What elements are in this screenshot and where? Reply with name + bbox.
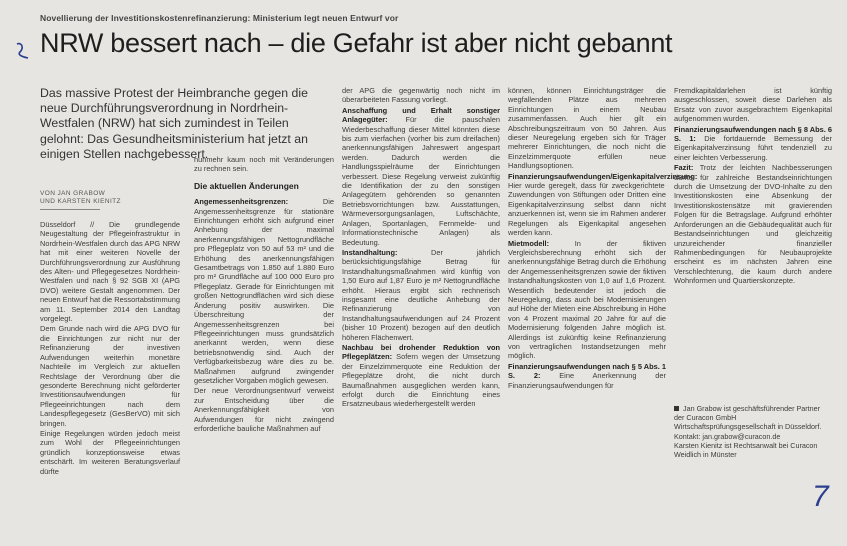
paragraph: Einige Regelungen würden jedoch meist zum Wohl der Pflegeeinrichtungen gründlich konzeptionsweise etwas entschärft. Im weiteren Beratungsverlauf dürfte: [40, 428, 180, 476]
author-line-2: UND KARSTEN KIENITZ: [40, 198, 121, 205]
paragraph-label: Nachbau bei drohender Reduktion von Pflegeplätzen:: [342, 342, 500, 362]
paragraph-label: Finanzierungsaufwendungen nach § 5 Abs. 1 S. 2:: [508, 361, 666, 381]
paragraph: Dem Grunde nach wird die APG DVO für die Einrichtungen zur nicht nur der Refinanzierung der investiven Aufwendungen weiterhin monetäre Nachteile im Vergleich zur aktuellen Rechtslage der Verordnung über die gesonderte Berechnung nicht geförderter Investitionsaufwendungen für Pflegeeinrichtungen nach dem Landespflegegesetz (GesBerVO) mit sich bringen.: [40, 324, 180, 428]
author-byline: [40, 190, 180, 210]
paragraph-text: Der jährlich berücksichtigungsfähige Betrag für Instandhaltungsmaßnahmen wird künftig von 1,50 Euro auf 1,87 Euro je m² Nettogrundfläche erhöht. Hieraus ergibt sich rechnerisch insgesamt eine deutliche Anhebung der Refinanzierung von Instandhaltungsaufwendungen auf 24 Prozent (bisher 10 Prozent) bezogen auf den deutlich höheren Flächenwert.: [342, 247, 500, 342]
paragraph: der APG die gegenwärtig noch nicht im überarbeiteten Fassung vorliegt.: [342, 86, 500, 105]
paragraph-text: Trotz der leichten Nachbesserungen dürfte für zahlreiche Bestandseinrichtungen durch die Umsetzung der DVO-Inhalte zu den Investitionskosten eine Absenkung der Investitionskostensätze mit gravierenden Folgen für die Betragslage. Aufgrund erhöhter Anforderungen an die Gebäudequalität auch für Bestandseinrichtungen und gleichzeitig unzureichender finanzieller Rahmenbedingungen für Neubauprojekte erscheint es im nächsten Jahren eine Verschlechterung, die kaum durch andere Wohnformen und Quartierskonzepte.: [674, 163, 832, 286]
paragraph-label: Finanzierungsaufwendungen/Eigenkapitalverzinsung:: [508, 171, 698, 181]
article-column-2: [194, 155, 334, 540]
paragraph-text: Die Angemessenheitsgrenze für stationäre Einrichtungen erhöht sich aufgrund einer Anhebung der maximal anerkennungsfähigen Nettogrundfläche pro Pflegeplatz von 50 auf 53 m² und die Erhöhung des anerkennungsfähigen Gesamtbetrags von 1.850 auf 1.880 Euro pro m² Grundfläche auf 100 000 Euro pro Pflegeplatz. Gerade für Einrichtungen mit großen Nettogrundflächen wird sich diese Änderung positiv auswirken. Die Überschreitung der Angemessenheitsgrenzen bei Pflegeeinrichtungen muss grundsätzlich anerkannt werden, wenn diese betriebsnotwendig sind. Auch der Verfügbarkeitsbezug wäre dies zu be. Maßnahmen aufgrund zwingender gesetzlicher Vorgaben möglich gewesen.: [194, 197, 334, 385]
bio-entry: [674, 404, 832, 432]
paragraph: können, können Einrichtungsträger die wegfallenden Plätze aus mehreren Einrichtungen in einem Neubau zusammenfassen. Auch hier gilt ein Abschreibungszeitraum von 50 Jahren. Aus dieser Neuregelung ergeben sich für Träger mehrerer Einrichtungen, die noch nicht die Einzelzimmerquote erfüllen neue Handlungsoptionen.: [508, 86, 666, 171]
article-column-5: [674, 86, 832, 396]
handwritten-mark-icon: [14, 40, 34, 60]
subheading: Die aktuellen Änderungen: [194, 180, 299, 191]
paragraph: Düsseldorf // Die grundlegende Neugestaltung der Pflegeinfrastruktur in Nordrhein-Westfalen durch das APG NRW hat mit einer weiteren Novelle der Durchführungsverordnung zur Ausführung des Alten- und Pflegegesetzes Nordrhein-Westfalen und nach § 92 SGB XI (APG DVO) weitere Gestalt angenommen. Der neuen Entwurf hat die Ressortabstimmung am 11. September 2014 den Landtag vorgelegt.: [40, 220, 180, 324]
paragraph: [342, 343, 500, 409]
paragraph-label: Instandhaltung:: [342, 247, 398, 257]
paragraph: nunmehr kaum noch mit Veränderungen zu rechnen sein.: [194, 155, 334, 174]
paragraph: [508, 362, 666, 390]
bio-text: Karsten Kienitz ist Rechtsanwalt bei Curacon Weidlich in Münster: [674, 440, 818, 460]
paragraph: [674, 125, 832, 163]
paragraph: [508, 239, 666, 361]
paragraph-label: Mietmodell:: [508, 238, 550, 248]
paragraph-label: Finanzierungsaufwendungen nach § 8 Abs. 6 S. 1:: [674, 124, 832, 144]
kicker: Novellierung der Investitionskostenrefinanzierung: Ministerium legt neuen Entwurf vor: [40, 13, 399, 23]
paragraph: Der neue Verordnungsentwurf verweist zur Entscheidung über die Anerkennungsfähigkeit von Aufwendungen für nicht zwingend erforderliche bauliche Maßnahmen auf: [194, 386, 334, 433]
lead-paragraph: Das massive Protest der Heimbranche gegen die neue Durchführungsverordnung in Nordrhein-Westfalen (NRW) hat sich zumindest in Teilen gelohnt: Das Gesundheitsministerium hat jetzt an einigen Stellen nachgebessert.: [40, 86, 308, 161]
paragraph: [674, 163, 832, 285]
paragraph-text: Die fortdauernde Bemessung der Eigenkapitalverzinsung führt tendenziell zu einer leichten Verbesserung.: [674, 134, 832, 162]
paragraph-label: Anschaffung und Erhalt sonstiger Anlagegüter:: [342, 105, 500, 125]
paragraph-label: Angemessenheitsgrenzen:: [194, 197, 289, 207]
author-line-1: VON JAN GRABOW: [40, 190, 106, 197]
paragraph-text: Hier wurde geregelt, dass für zweckgerichtete Zuwendungen von Stiftungen oder Dritten eine Eigenkapitalverzinsung selbst dann nicht anzuerkennen ist, wenn sie im Rahmen anderer Regelungen als Eigenkapital angesehen werden kann.: [508, 181, 666, 238]
handwritten-page-number: 7: [812, 480, 829, 513]
paragraph: [508, 171, 698, 238]
article-column-3: [342, 86, 500, 538]
divider: [40, 209, 100, 210]
paragraph-text: Eine Anerkennung der Finanzierungsaufwendungen für: [508, 371, 666, 390]
headline: NRW bessert nach – die Gefahr ist aber nicht gebannt: [40, 28, 673, 58]
paragraph-text: Sofern wegen der Umsetzung der Einzelzimmerquote eine Reduktion der Pflegeplätze droht, die nicht durch Baumaßnahmen ausgeglichen werden kann, erfolgt durch die Einrichtung eines Ersatzneubaus wiederhergestellt werden: [342, 352, 500, 409]
bio-text: Jan Grabow ist geschäftsführender Partner der Curacon GmbH Wirtschaftsprüfungsgesellschaft in Düsseldorf.: [674, 404, 822, 432]
paragraph: [342, 248, 500, 342]
paragraph-text: In der fiktiven Vergleichsberechnung erhöht sich der anerkennungsfähige Betrag durch die Erhöhung der Angemessenheitsgrenzen sowie der fiktiven Instandhaltungskosten von 1,0 auf 1,6 Prozent. Wesentlich bedeutender ist jedoch die Neuregelung, dass auch bei Modernisierungen auf Höhe der Mieten eine Abschreibung in Höhe von 4 Prozent maximal 20 Jahre für auf die Modernisierung folgenden Jahre möglich ist. Allerdings ist zukünftig keine Refinanzierung von vertraglichen Instandsetzungen mehr möglich.: [508, 238, 666, 361]
paragraph: Fremdkapitaldarlehen ist künftig ausgeschlossen, soweit diese Darlehen als Ersatz von zuvor ausgebrachtem Eigenkapital aufgenommen wurden.: [674, 86, 832, 124]
bullet-square-icon: [674, 406, 679, 411]
paragraph: [342, 106, 500, 247]
author-bio: [674, 404, 832, 459]
paragraph: [194, 197, 334, 385]
article-column-1: [40, 190, 180, 540]
bio-contact: Kontakt: jan.grabow@curacon.de: [674, 431, 781, 441]
paragraph-label: Fazit:: [674, 163, 694, 173]
paragraph-text: Für die pauschalen Wiederbeschaffung dieser Mittel könnten diese bis zum vierfachen (vorher bis zum dreifachen) anerkennungsfähigen Jahreswert angespart werden. Dadurch werden die Handlungsspielräume der Einrichtungen verbessert. Diese Regelung verweist zukünftig die Identifikation der zu den sonstigen Anlagegütern gehörenden so genannten Betriebsvorrichtungen bzw. Ausstattungen, Wärmeversorgungsanlagen, Luftschächte, Anlagen, Sportanlagen, Fernmelde- und Informationstechnische Anlagen) als Bedeutung.: [342, 115, 500, 247]
